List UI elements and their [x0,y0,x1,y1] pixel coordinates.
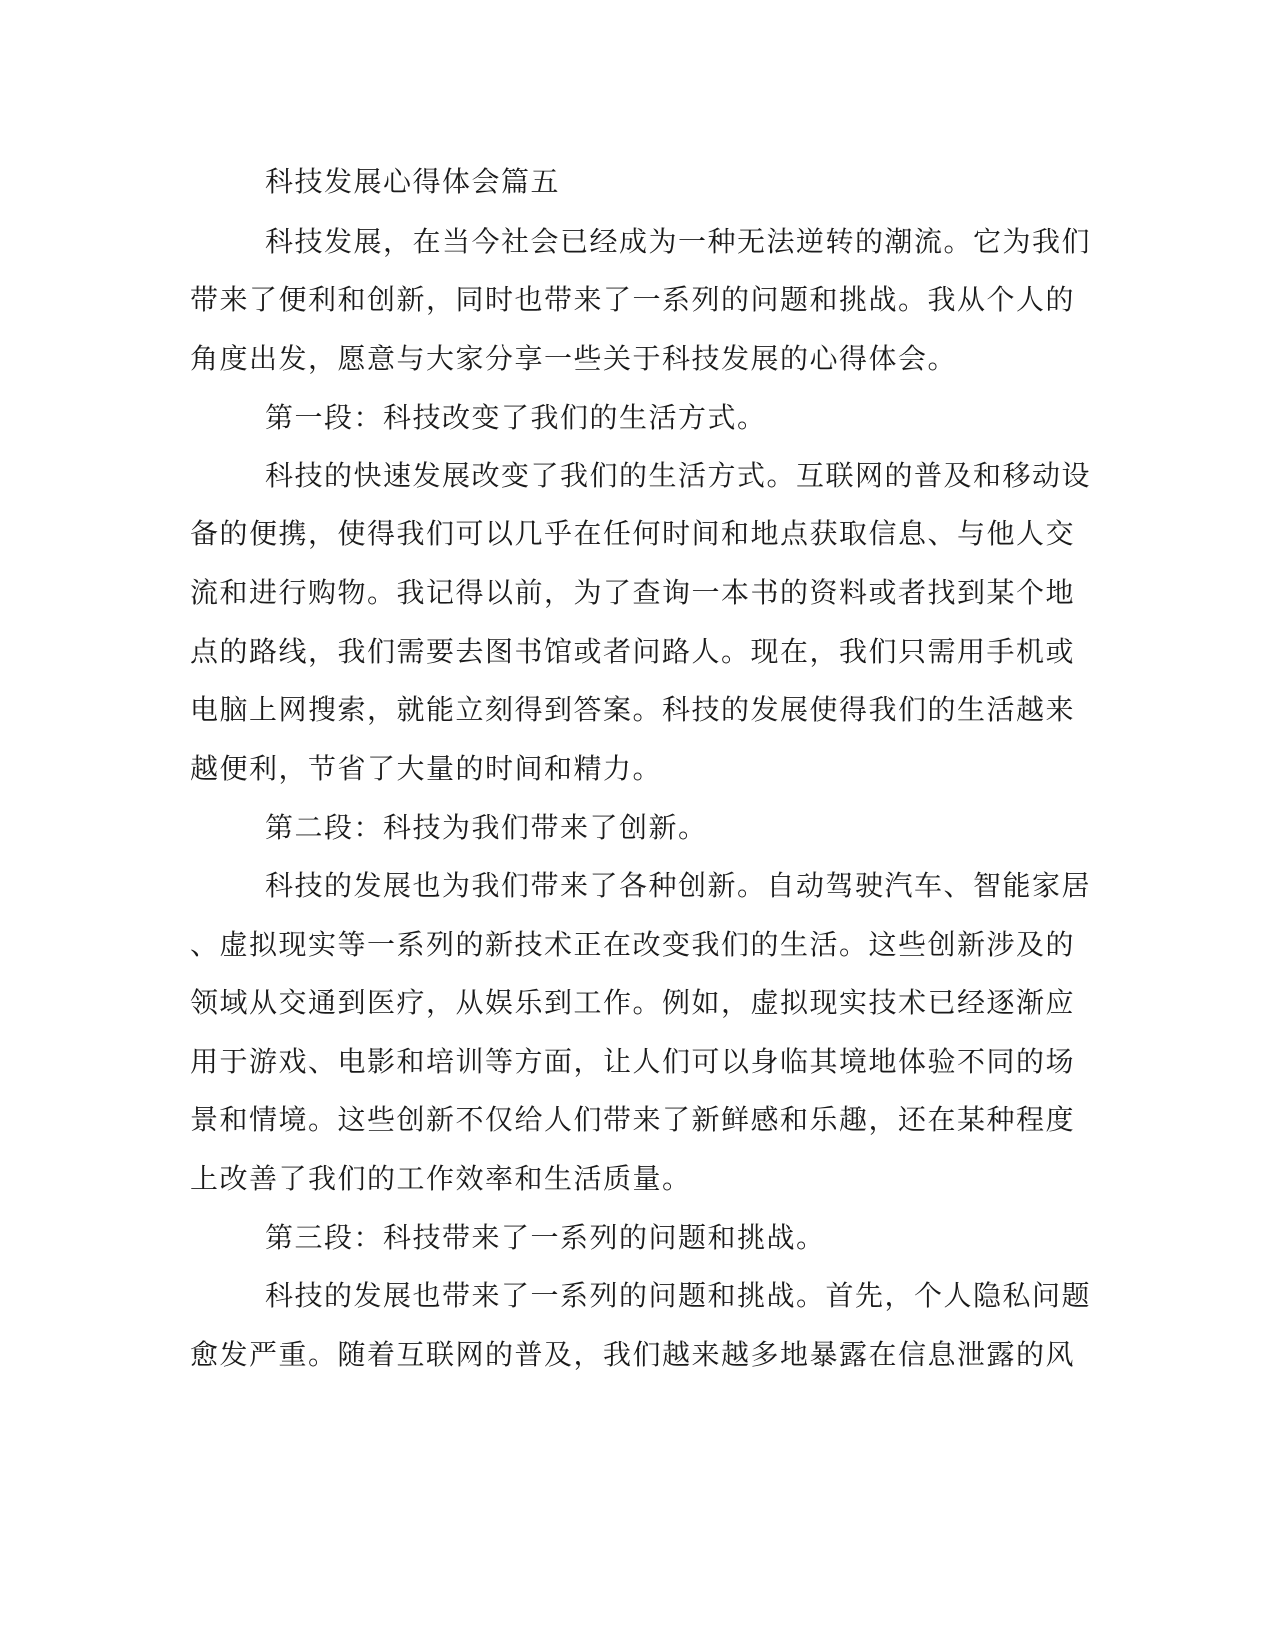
paragraph-line: 科技的发展也为我们带来了各种创新。自动驾驶汽车、智能家居 [265,869,1092,902]
paragraph-line: 越便利，节省了大量的时间和精力。 [190,752,663,785]
section-heading: 第二段：科技为我们带来了创新。 [265,811,708,844]
document-title: 科技发展心得体会篇五 [265,165,561,198]
paragraph-line: 点的路线，我们需要去图书馆或者问路人。现在，我们只需用手机或 [190,635,1076,668]
paragraph-line: 上改善了我们的工作效率和生活质量。 [190,1162,692,1195]
paragraph-line: 角度出发，愿意与大家分享一些关于科技发展的心得体会。 [190,342,958,375]
paragraph-line: 带来了便利和创新，同时也带来了一系列的问题和挑战。我从个人的 [190,283,1076,316]
paragraph-line: 领域从交通到医疗，从娱乐到工作。例如，虚拟现实技术已经逐渐应 [190,986,1076,1019]
paragraph-line: 流和进行购物。我记得以前，为了查询一本书的资料或者找到某个地 [190,576,1076,609]
paragraph-line: 景和情境。这些创新不仅给人们带来了新鲜感和乐趣，还在某种程度 [190,1103,1076,1136]
paragraph-line: 科技的快速发展改变了我们的生活方式。互联网的普及和移动设 [265,459,1092,492]
section-heading: 第一段：科技改变了我们的生活方式。 [265,401,767,434]
paragraph-line: 电脑上网搜索，就能立刻得到答案。科技的发展使得我们的生活越来 [190,693,1076,726]
paragraph-line: 科技的发展也带来了一系列的问题和挑战。首先，个人隐私问题 [265,1279,1092,1312]
paragraph-line: 用于游戏、电影和培训等方面，让人们可以身临其境地体验不同的场 [190,1045,1076,1078]
paragraph-line: 愈发严重。随着互联网的普及，我们越来越多地暴露在信息泄露的风 [190,1338,1076,1371]
paragraph-line: 、虚拟现实等一系列的新技术正在改变我们的生活。这些创新涉及的 [190,928,1076,961]
paragraph-line: 备的便携，使得我们可以几乎在任何时间和地点获取信息、与他人交 [190,517,1076,550]
paragraph-line: 科技发展，在当今社会已经成为一种无法逆转的潮流。它为我们 [265,225,1092,258]
section-heading: 第三段：科技带来了一系列的问题和挑战。 [265,1221,826,1254]
